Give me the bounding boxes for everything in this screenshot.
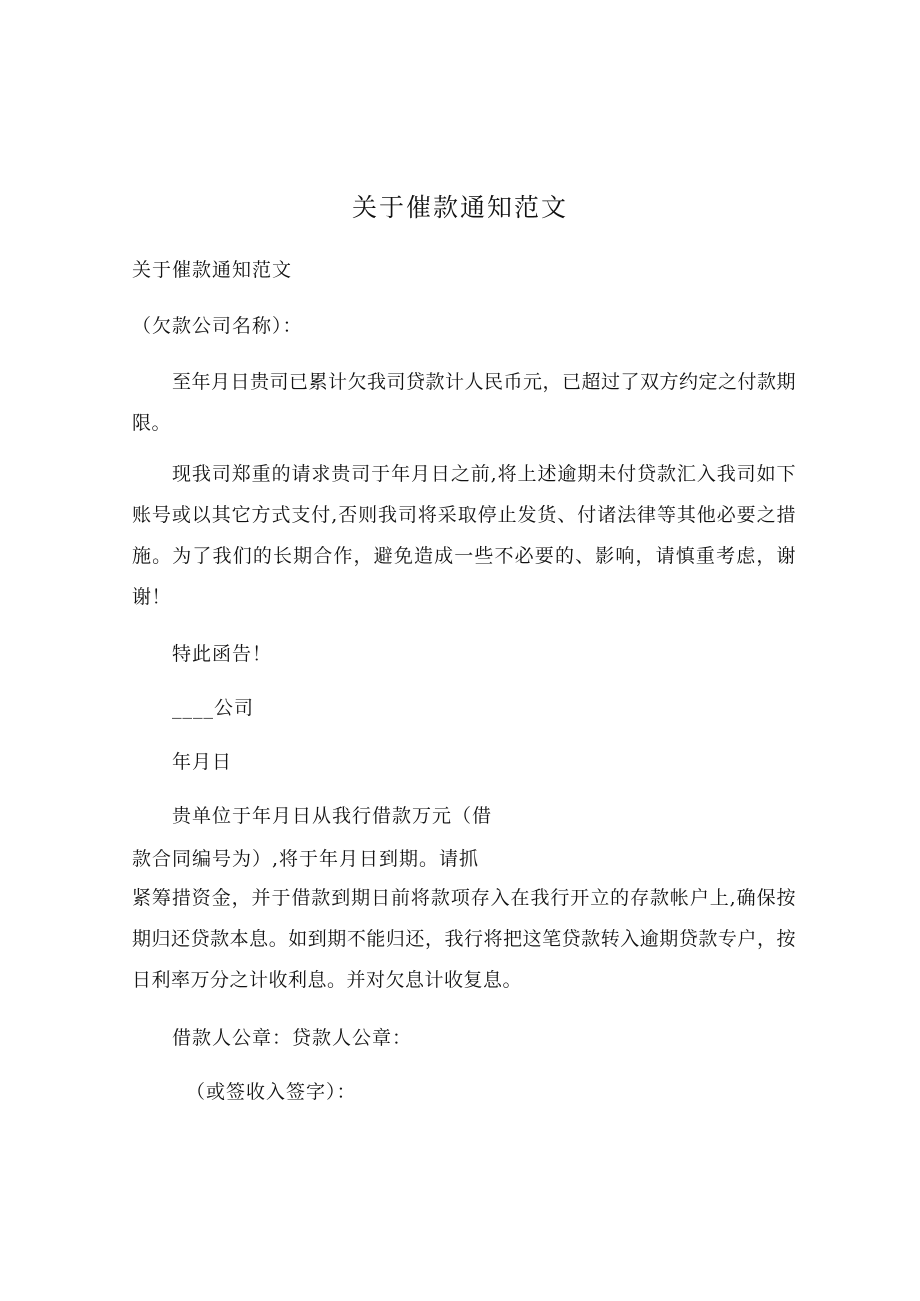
request-paragraph: 现我司郑重的请求贵司于年月日之前,将上述逾期未付贷款汇入我司如下账号或以其它方式支付,否则我司将采取停止发货、付诸法律等其他必要之措施。为了我们的长期合作，避免造成一些不必要的、影响，请慎重考虑，谢谢！ bbox=[132, 463, 796, 608]
notice-line-2: 款合同编号为）,将于年月日到期。请抓 bbox=[132, 848, 480, 870]
repayment-paragraph: 紧筹措资金，并于借款到期日前将款项存入在我行开立的存款帐户上,确保按期归还贷款本息。如到期不能归还，我行将把这笔贷款转入逾期贷款专户，按日利率万分之计收利息。并对欠息计收复息。 bbox=[132, 887, 796, 991]
company-line: ____公司 bbox=[172, 697, 255, 719]
overdue-paragraph: 至年月日贵司已累计欠我司贷款计人民币元，已超过了双方约定之付款期限。 bbox=[132, 371, 797, 434]
date-line: 年月日 bbox=[172, 751, 233, 773]
seal-line: 借款人公章：贷款人公章： bbox=[172, 1027, 413, 1049]
document-title: 关于催款通知范文 bbox=[351, 193, 568, 222]
signature-line: （或签收入签字）： bbox=[186, 1081, 357, 1103]
document-subtitle: 关于催款通知范文 bbox=[132, 259, 293, 281]
notice-line-1: 贵单位于年月日从我行借款万元（借 bbox=[172, 805, 493, 827]
addressee-line: （欠款公司名称）： bbox=[132, 315, 303, 337]
closing-line: 特此函告！ bbox=[172, 643, 273, 665]
